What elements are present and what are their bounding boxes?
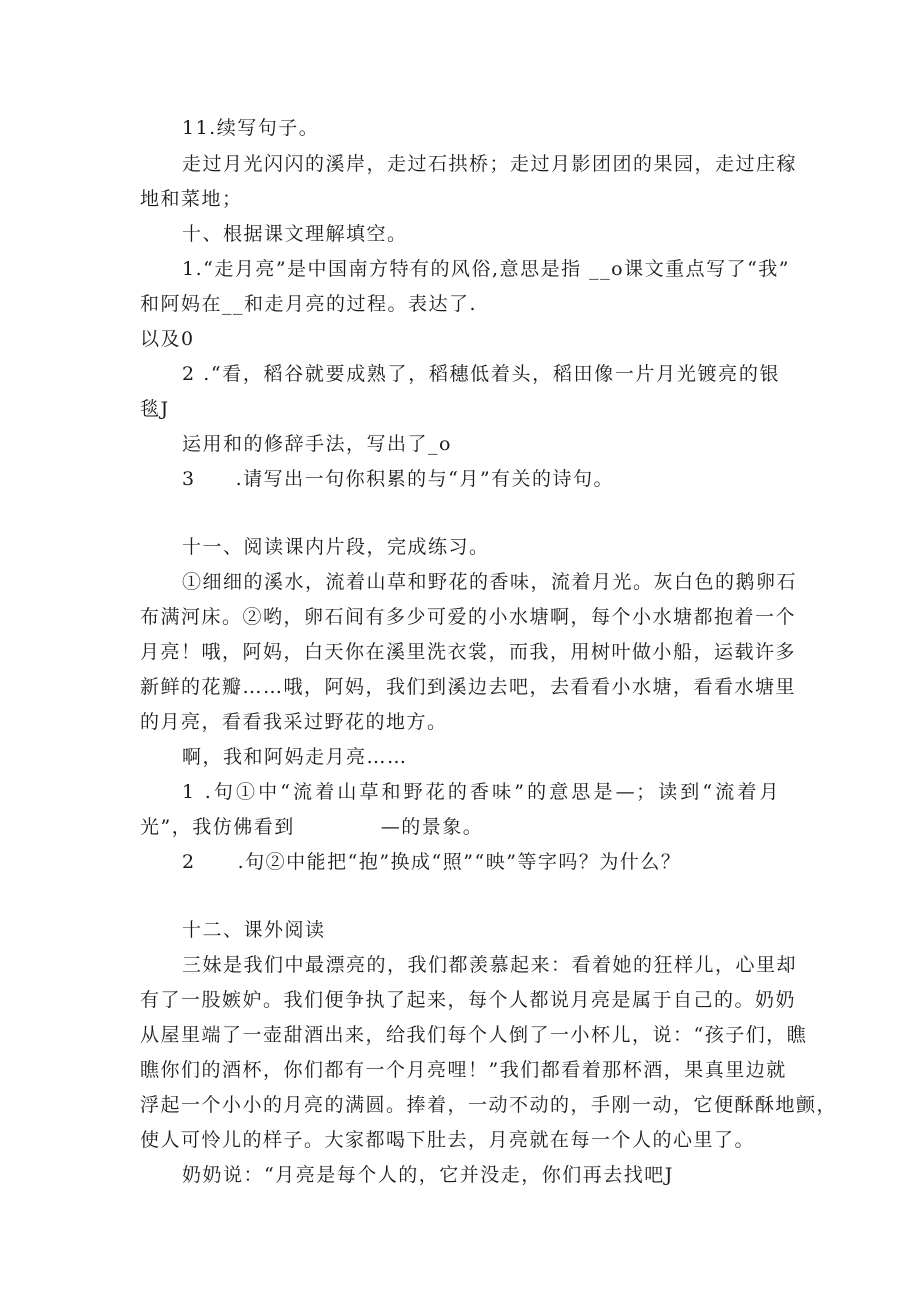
paragraph-line: 三妹是我们中最漂亮的，我们都羡慕起来：看着她的狂样儿，心里却 [182,954,798,976]
paragraph-line: 1 .句①中“流着山草和野花的香味”的意思是—；读到“流着月 [182,781,780,803]
paragraph-line: 有了一股嫉妒。我们便争执了起来，每个人都说月亮是属于自己的。奶奶 [140,989,797,1011]
paragraph-line: ①细细的溪水，流着山草和野花的香味，流着月光。灰白色的鹅卵石 [182,571,798,593]
paragraph-line: 2 .“看，稻谷就要成熟了，稻穗低着头，稻田像一片月光镀亮的银 [182,363,780,385]
paragraph-line: 和阿妈在__和走月亮的过程。表达了. [140,293,478,315]
paragraph-line [140,813,483,841]
question-11-heading: 11.续写句子。 [182,117,320,139]
paragraph-line: 浮起一个小小的月亮的满圆。捧着，一动不动的，手刚一动，它便酥酥地颤， [140,1094,838,1116]
paragraph-line: 毯J [140,398,170,420]
item-text: .句②中能把“抱”换成“照”“映”等字吗？为什么？ [237,851,682,873]
paragraph-line: 啊，我和阿妈走月亮…… [182,746,408,768]
paragraph-line: 布满河床。②哟，卵石间有多少可爱的小水塘啊，每个小水塘都抱着一个 [140,606,797,628]
paragraph-line: 新鲜的花瓣……哦，阿妈，我们到溪边去吧，去看看小水塘，看看水塘里 [140,676,797,698]
paragraph-line: 走过月光闪闪的溪岸，走过石拱桥；走过月影团团的果园，走过庄稼 [182,153,798,175]
section-10-heading: 十、根据课文理解填空。 [182,223,408,245]
paragraph-line: 运用和的修辞手法，写出了_o [182,433,452,455]
paragraph-line [182,848,681,876]
line-text-part: —的景象。 [380,816,484,838]
paragraph-line: 地和菜地； [140,188,243,210]
paragraph-line: 使人可怜儿的样子。大家都喝下肚去，月亮就在每一个人的心里了。 [140,1129,756,1151]
paragraph-line: 瞧你们的酒杯，你们都有一个月亮哩！”我们都看着那杯酒，果真里边就 [140,1059,787,1081]
section-11-heading: 十一、阅读课内片段，完成练习。 [182,536,490,558]
item-number: 3 [182,468,196,490]
paragraph-line: 的月亮，看看我采过野花的地方。 [140,711,448,733]
item-number: 2 [182,851,196,873]
section-12-heading: 十二、课外阅读 [182,919,326,941]
line-text-part: 光”，我仿佛看到 [140,816,295,838]
paragraph-line: 奶奶说：“月亮是每个人的，它并没走，你们再去找吧J [182,1164,674,1186]
item-text: .请写出一句你积累的与“月”有关的诗句。 [235,468,615,490]
paragraph-line: 月亮！哦，阿妈，白天你在溪里洗衣裳，而我，用树叶做小船，运载许多 [140,641,797,663]
paragraph-line [182,465,614,493]
paragraph-line: 以及0 [140,328,195,350]
paragraph-line: 1.“走月亮”是中国南方特有的风俗,意思是指 __o课文重点写了“我” [182,258,791,280]
paragraph-line: 从屋里端了一壶甜酒出来，给我们每个人倒了一小杯儿，说：“孩子们，瞧 [140,1024,808,1046]
